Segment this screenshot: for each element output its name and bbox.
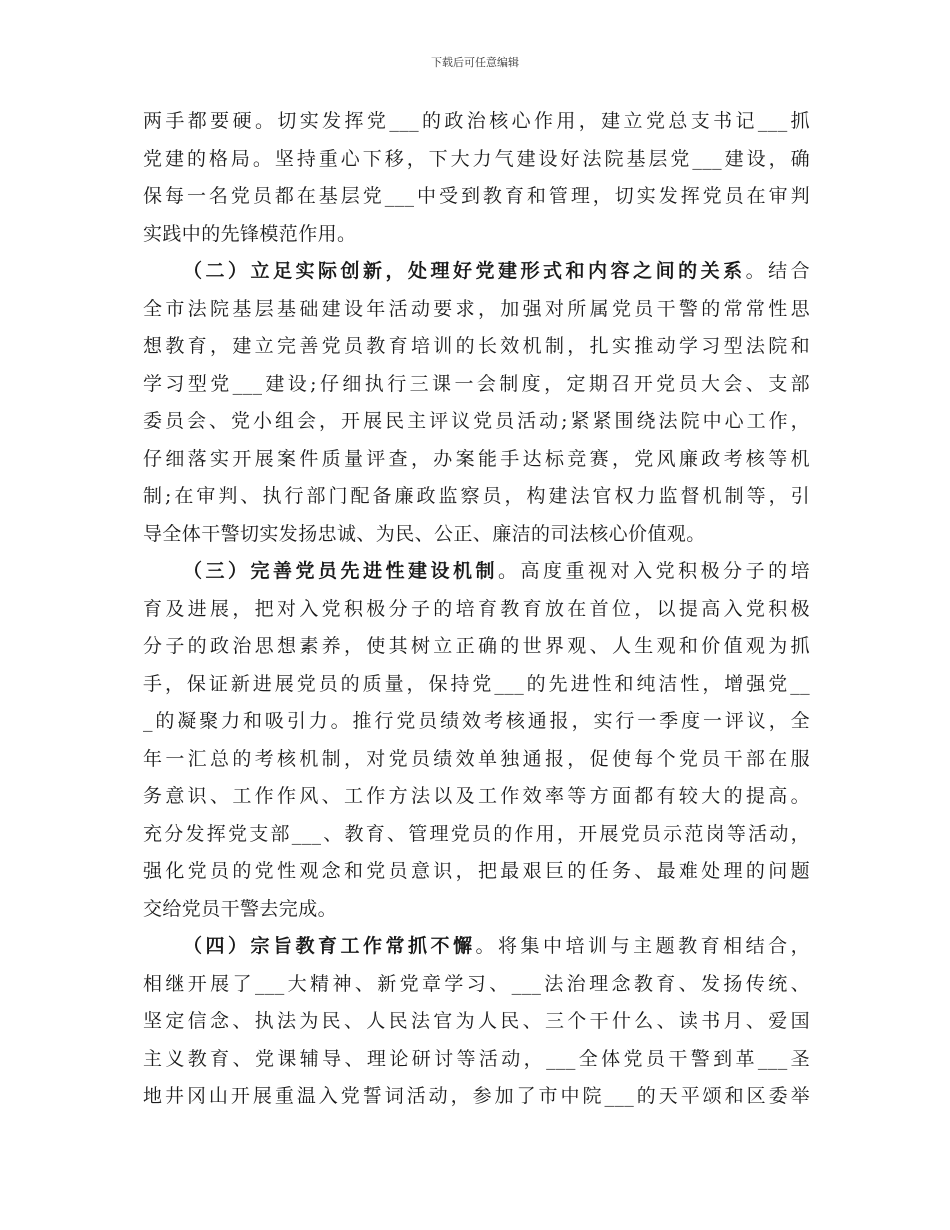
text-line [143, 816, 810, 854]
text-line [143, 966, 810, 1004]
line-text: 年一汇总的考核机制，对党员绩效单独通报，促使每个党员干部在服 [143, 747, 810, 770]
text-line [143, 1003, 810, 1041]
line-text: 主义教育、党课辅导、理论研讨等活动，___全体党员干警到革___圣 [143, 1047, 810, 1070]
text-line [143, 1041, 810, 1079]
text-line [143, 928, 810, 966]
text-line [143, 666, 810, 704]
line-text: 相继开展了___大精神、新党章学习、___法治理念教育、发扬传统、 [143, 972, 810, 995]
text-line [143, 703, 810, 741]
line-text: 保每一名党员都在基层党___中受到教育和管理，切实发挥党员在审判 [143, 185, 810, 207]
text-line [143, 366, 810, 404]
text-line [143, 328, 810, 366]
line-text: 。将集中培训与主题教育相结合， [475, 935, 810, 957]
text-line [143, 891, 810, 929]
line-text: 党建的格局。坚持重心下移，下大力气建设好法院基层党___建设，确 [143, 147, 810, 170]
section-heading: （二）立足实际创新，处理好党建形式和内容之间的关系 [183, 260, 746, 282]
text-line [143, 1078, 810, 1116]
line-text: 强化党员的党性观念和党员意识，把最艰巨的任务、最难处理的问题 [143, 860, 810, 882]
line-text: 手，保证新进展党员的质量，保持党___的先进性和纯洁性，增强党__ [143, 672, 810, 695]
line-text: 想教育，建立完善党员教育培训的长效机制，扎实推动学习型法院和 [143, 335, 810, 357]
page-header: 下载后可任意编辑 [431, 56, 519, 69]
text-line [143, 553, 810, 591]
line-text: 坚定信念、执法为民、人民法官为人民、三个干什么、读书月、爱国 [143, 1010, 810, 1032]
line-text: 育及进展，把对入党积极分子的培育教育放在首位，以提高入党积极 [143, 597, 810, 620]
text-line [143, 478, 810, 516]
section-heading: （四）宗旨教育工作常抓不懈 [183, 935, 476, 957]
line-text: 仔细落实开展案件质量评查，办案能手达标竞赛，党风廉政考核等机 [143, 447, 810, 470]
line-text: 学习型党___建设;仔细执行三课一会制度，定期召开党员大会、支部 [143, 372, 810, 395]
text-line [143, 141, 810, 179]
line-text: 实践中的先锋模范作用。 [143, 222, 357, 245]
text-line [143, 853, 810, 891]
line-text: 交给党员干警去完成。 [143, 897, 338, 920]
line-text: _的凝聚力和吸引力。推行党员绩效考核通报，实行一季度一评议，全 [143, 710, 810, 732]
section-heading: （三）完善党员先进性建设机制 [183, 560, 499, 582]
text-line [143, 516, 810, 554]
line-text: 。结合 [745, 260, 810, 282]
text-line [143, 778, 810, 816]
document-body [143, 103, 810, 1116]
text-line [143, 628, 810, 666]
text-line [143, 441, 810, 479]
text-line [143, 591, 810, 629]
line-text: 委员会、党小组会，开展民主评议党员活动;紧紧围绕法院中心工作， [143, 410, 810, 432]
text-line [143, 103, 810, 141]
line-text: 充分发挥党支部___、教育、管理党员的作用，开展党员示范岗等活动， [143, 822, 810, 845]
line-text: 务意识、工作作风、工作方法以及工作效率等方面都有较大的提高。 [143, 785, 810, 807]
line-text: 两手都要硬。切实发挥党___的政治核心作用，建立党总支书记___抓 [143, 110, 810, 132]
text-line [143, 178, 810, 216]
line-text: 。高度重视对入党积极分子的培 [498, 560, 810, 582]
text-line [143, 403, 810, 441]
line-text: 地井冈山开展重温入党誓词活动，参加了市中院___的天平颂和区委举 [143, 1085, 810, 1107]
line-text: 分子的政治思想素养，使其树立正确的世界观、人生观和价值观为抓 [143, 635, 810, 657]
text-line [143, 741, 810, 779]
line-text: 导全体干警切实发扬忠诚、为民、公正、廉洁的司法核心价值观。 [143, 522, 706, 545]
text-line [143, 291, 810, 329]
line-text: 全市法院基层基础建设年活动要求，加强对所属党员干警的常常性思 [143, 297, 810, 320]
text-line [143, 216, 810, 254]
line-text: 制;在审判、执行部门配备廉政监察员，构建法官权力监督机制等，引 [143, 485, 810, 507]
text-line [143, 253, 810, 291]
